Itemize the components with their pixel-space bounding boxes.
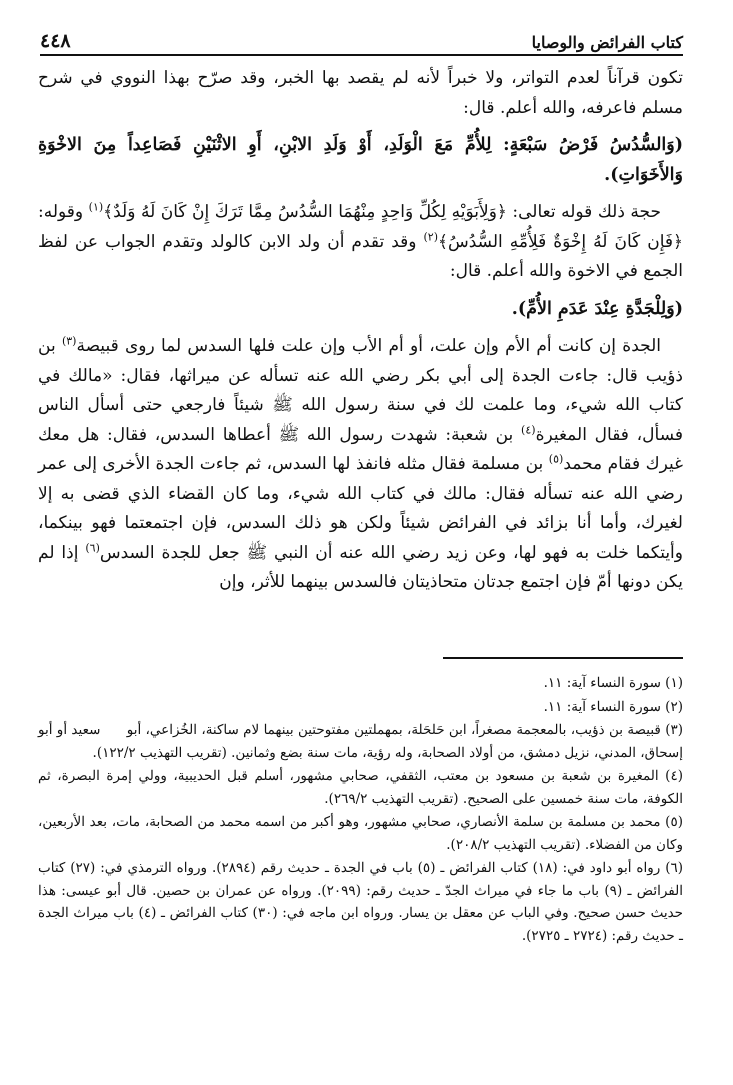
footnote-line: (٥) محمد بن مسلمة بن سلمة الأنصاري، صحابي مشهور، وهو أكبر من اسمه محمد من الصحابة، مات،: [111, 814, 683, 830]
footnote-5: [38, 811, 683, 856]
paragraph-3-part-d: بن مسلمة فقال مثله فانفذ لها السدس، ثم جاءت الجدة الأخرى إلى عمر رضي الله عنه تسأله فقال: مالك في كتاب الله شيء، وما كان القضاء الذي قضى به إلا لغيرك، وأما أنا بزائد في الفرائض شيئاً ولكن هو ذلك السدس، فإن اجتمعتما فهو بينكما، وأيتكما خلت به فهو لها، وعن زيد رضي الله عنه أن النبي ﷺ جعل للجدة السدس: [38, 454, 683, 563]
paragraph-3: [38, 332, 683, 598]
footnote-line: البصرة، ثم الكوفة، مات سنة خمسين على الصحيح. (تقريب التهذيب ٢٦٩/٢).: [38, 768, 683, 807]
footnote-line: (٢) سورة النساء آية: ١١.: [543, 698, 683, 715]
paragraph-3-part-e: إذا لم يكن دونها أمّ فإن اجتمع جدتان متحاذيتان فالسدس بينهما للأثر، وإن: [38, 542, 683, 592]
footnote-ref-5[interactable]: (٥): [548, 452, 564, 466]
footnote-ref-3[interactable]: (٣): [61, 334, 77, 348]
footnote-3: [38, 719, 683, 764]
footnote-line: (١) سورة النساء آية: ١١.: [543, 675, 683, 691]
paragraph-2-part-b: وقوله: ﴿فَإِن كَانَ لَهُ إِخْوَةٌ فَلِأُمِّهِ السُّدُسُ﴾: [38, 202, 683, 252]
footnote-line: سعيد أو أبو إسحاق، المدني، نزيل دمشق، من أولاد الصحابة، وله رؤية، مات سنة بضع وثمانين.: [38, 722, 683, 761]
footnote-1: [38, 672, 683, 695]
footnote-ref-4[interactable]: (٤): [521, 422, 536, 436]
footnote-ref-1[interactable]: (١): [88, 200, 104, 214]
footnote-2: [38, 696, 683, 719]
footnote-ref-6[interactable]: (٦): [85, 540, 100, 554]
paragraph-2-part-a: حجة ذلك قوله تعالى: ﴿وَلِأَبَوَيْهِ لِكُلِّ وَاحِدٍ مِنْهُمَا السُّدُسُ مِمَّا تَرَكَ إِنْ كَانَ لَهُ وَلَدٌ﴾: [103, 202, 662, 222]
main-text: [38, 64, 683, 598]
paragraph-2-part-c: وقد تقدم أن ولد الابن كالولد وتقدم الجواب عن لفظ الجمع في الاخوة والله أعلم. قال:: [38, 231, 683, 281]
footnote-line: (تقريب التهذيب ١٢٢/٢).: [92, 744, 227, 761]
footnote-ref-2[interactable]: (٢): [423, 229, 439, 243]
page-number: ٤٤٨: [40, 30, 71, 52]
paragraph-3-part-c: بن شعبة: شهدت رسول الله ﷺ أعطاها السدس، فقال: هل معك غيرك فقام محمد: [38, 424, 683, 474]
footnote-divider: [443, 657, 683, 659]
footnote-line: بعد الأربعين، وكان من الفضلاء. (تقريب التهذيب ٢٠٨/٢).: [38, 814, 683, 853]
page-header: [40, 26, 683, 56]
footnote-line: (٣) قبيصة بن ذؤيب، بالمعجمة مصغراً، ابن حَلحَلة، بمهملتين مفتوحتين بينهما لام ساكنة، الخُزاعي، أبو: [126, 722, 684, 738]
footnotes: [38, 672, 683, 948]
footnote-line: في: (٢٧) كتاب الفرائض ـ (٩) باب ما جاء في ميراث الجدّ ـ حديث رقم: (٢٠٩٩). ورواه عن: [38, 860, 683, 899]
footnote-6: [38, 857, 683, 947]
book-title: كتاب الفرائض والوصايا: [531, 33, 683, 52]
paragraph-3-part-b: بن ذؤيب قال: جاءت الجدة إلى أبي بكر رضي الله عنه تسأله عن ميراثها، فقال: «مالك في كتاب الله شيء، وما علمت لك في سنة رسول الله ﷺ شيئاً فارجعي حتى أسأل الناس فسأل، فقال المغيرة: [38, 336, 683, 445]
footnote-line: ماجه في: (٣٠) كتاب الفرائض ـ (٤) باب ميراث الجدة ـ حديث رقم: (٢٧٢٤ ـ ٢٧٢٥).: [38, 905, 683, 944]
paragraph-1: تكون قرآناً لعدم التواتر، ولا خبراً لأنه لم يقصد بها الخبر، وقد صرّح بهذا النووي في شرح مسلم فاعرفه، والله أعلم. قال:: [38, 68, 683, 118]
matn-sixth-share: (وَالسُّدُسُ فَرْضُ سَبْعَةٍ: لِلأُمِّ مَعَ الْوَلَدِ، أَوْ وَلَدِ الابْنِ، أَوِ الاثْنَيْنِ فَصَاعِداً مِنَ الاخْوَةِ وَالأَخَوَاتِ).: [38, 135, 683, 185]
footnote-line: (٦) رواه أبو داود في: (١٨) كتاب الفرائض ـ (٥) باب في الجدة ـ حديث رقم (٢٨٩٤). ورواه الترمذي: [127, 860, 684, 876]
paragraph-3-part-a: الجدة إن كانت أم الأم وإن علت، أو أم الأب وإن علت فلها السدس لما روى قبيصة: [76, 336, 661, 356]
footnote-line: عمران بن حصين. قال أبو عيسى: هذا حديث حسن صحيح. وفي الباب عن معقل بن يسار. ورواه ابن: [38, 882, 684, 921]
footnote-4: [38, 765, 683, 810]
footnote-line: (٤) المغيرة بن شعبة بن مسعود بن معتب، الثقفي، صحابي مشهور، أسلم قبل الحديبية، وولي إمرة: [106, 768, 683, 784]
matn-grandmother: (وَلِلْجَدَّةِ عِنْدَ عَدَمِ الأُمِّ).: [511, 298, 683, 319]
paragraph-2: [38, 198, 683, 287]
